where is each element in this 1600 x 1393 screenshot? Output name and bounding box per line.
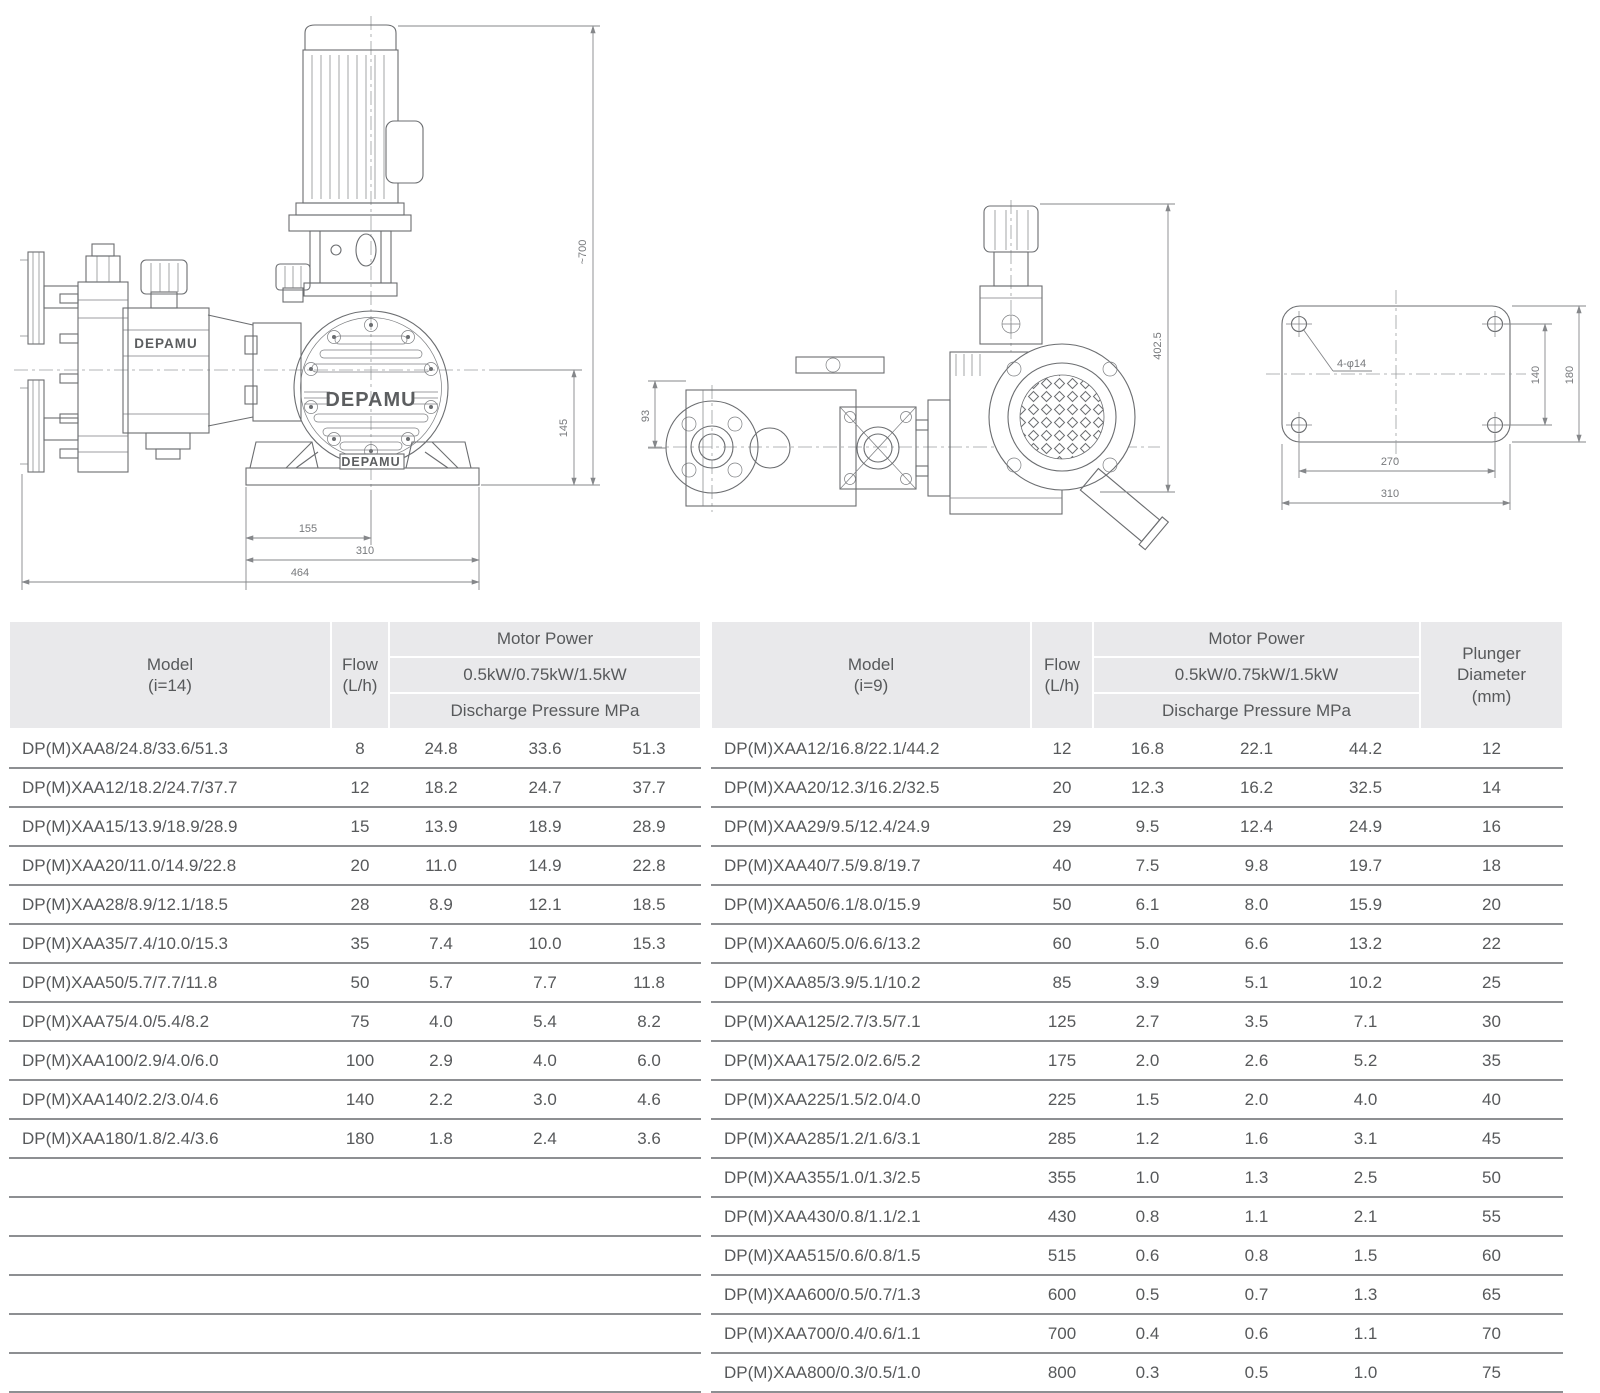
pressure-cell-1-5kw: 44.2 [1311, 729, 1420, 768]
pressure-cell-0-75kw: 5.1 [1202, 963, 1311, 1002]
motor-lantern [304, 231, 397, 296]
table-row [711, 1197, 1563, 1236]
table-row [9, 885, 701, 924]
dim-hole-pitch-v: 140 [1530, 365, 1542, 385]
plunger-cell: 65 [1420, 1275, 1563, 1314]
sight-glass [356, 234, 376, 266]
pressure-cell-0-75kw [493, 1314, 597, 1353]
pressure-cell-0-75kw: 2.0 [1202, 1080, 1311, 1119]
pressure-cell-0-5kw: 13.9 [389, 807, 493, 846]
side-motor [950, 344, 1135, 514]
pressure-cell-1-5kw: 13.2 [1311, 924, 1420, 963]
plunger-cell: 14 [1420, 768, 1563, 807]
plunger-cell: 50 [1420, 1158, 1563, 1197]
pressure-cell-1-5kw [597, 1314, 701, 1353]
plunger-cell: 12 [1420, 729, 1563, 768]
pressure-cell-0-5kw: 0.6 [1093, 1236, 1202, 1275]
pressure-cell-0-5kw: 24.8 [389, 729, 493, 768]
pressure-cell-0-75kw: 12.1 [493, 885, 597, 924]
table-body-i14 [9, 729, 701, 1392]
pressure-cell-0-5kw: 0.8 [1093, 1197, 1202, 1236]
header-plunger-line1: Plunger [1462, 644, 1521, 664]
table-row [711, 729, 1563, 768]
model-cell: DP(M)XAA20/12.3/16.2/32.5 [711, 768, 1031, 807]
plunger-cell: 75 [1420, 1353, 1563, 1392]
dim-center-to-base: 145 [558, 418, 570, 438]
model-cell: DP(M)XAA15/13.9/18.9/28.9 [9, 807, 331, 846]
table-row [9, 846, 701, 885]
table-row [711, 1158, 1563, 1197]
model-cell: DP(M)XAA50/5.7/7.7/11.8 [9, 963, 331, 1002]
header-model-line2: (i=9) [853, 676, 889, 695]
pressure-cell-1-5kw: 22.8 [597, 846, 701, 885]
pressure-cell-0-5kw: 1.8 [389, 1119, 493, 1158]
plunger-cell: 60 [1420, 1236, 1563, 1275]
pressure-cell-0-5kw: 0.5 [1093, 1275, 1202, 1314]
header-model-line2: (i=14) [148, 676, 192, 695]
plunger-cell: 40 [1420, 1080, 1563, 1119]
technical-drawings [0, 0, 1600, 605]
pressure-cell-0-5kw: 5.7 [389, 963, 493, 1002]
pressure-cell-1-5kw: 7.1 [1311, 1002, 1420, 1041]
pressure-cell-0-5kw: 6.1 [1093, 885, 1202, 924]
pressure-cell-0-5kw: 9.5 [1093, 807, 1202, 846]
plunger-cell: 30 [1420, 1002, 1563, 1041]
flow-cell: 140 [331, 1080, 389, 1119]
pressure-cell-0-5kw: 7.5 [1093, 846, 1202, 885]
flow-cell: 20 [1031, 768, 1093, 807]
pressure-cell-0-75kw [493, 1158, 597, 1197]
plunger-cell: 25 [1420, 963, 1563, 1002]
model-cell: DP(M)XAA355/1.0/1.3/2.5 [711, 1158, 1031, 1197]
pressure-cell-1-5kw: 11.8 [597, 963, 701, 1002]
pressure-cell-1-5kw: 2.5 [1311, 1158, 1420, 1197]
valve-assembly [20, 244, 128, 472]
pressure-cell-0-5kw: 0.3 [1093, 1353, 1202, 1392]
pressure-cell-1-5kw: 18.5 [597, 885, 701, 924]
header-model [711, 621, 1031, 729]
flow-cell [331, 1314, 389, 1353]
pressure-cell-0-5kw [389, 1314, 493, 1353]
pressure-cell-1-5kw: 4.6 [597, 1080, 701, 1119]
pressure-cell-0-75kw [493, 1197, 597, 1236]
pressure-cell-1-5kw: 1.1 [1311, 1314, 1420, 1353]
flow-cell: 50 [1031, 885, 1093, 924]
pressure-cell-1-5kw: 4.0 [1311, 1080, 1420, 1119]
plunger-cell: 70 [1420, 1314, 1563, 1353]
flow-cell: 600 [1031, 1275, 1093, 1314]
flow-cell: 28 [331, 885, 389, 924]
pressure-cell-0-5kw: 2.0 [1093, 1041, 1202, 1080]
table-row [9, 1041, 701, 1080]
pressure-cell-0-5kw: 8.9 [389, 885, 493, 924]
flow-cell: 355 [1031, 1158, 1093, 1197]
pressure-cell-0-75kw: 1.3 [1202, 1158, 1311, 1197]
model-cell: DP(M)XAA140/2.2/3.0/4.6 [9, 1080, 331, 1119]
pressure-cell-0-5kw: 2.7 [1093, 1002, 1202, 1041]
pressure-cell-0-75kw: 1.6 [1202, 1119, 1311, 1158]
plunger-cell: 18 [1420, 846, 1563, 885]
pressure-cell-0-5kw: 18.2 [389, 768, 493, 807]
dim-flange: 93 [640, 409, 652, 423]
flow-cell: 285 [1031, 1119, 1093, 1158]
dim-overall-width: 464 [290, 567, 310, 579]
pressure-cell-0-5kw: 11.0 [389, 846, 493, 885]
pressure-cell-0-5kw [389, 1275, 493, 1314]
pressure-cell-1-5kw: 19.7 [1311, 846, 1420, 885]
table-body-i9 [711, 729, 1563, 1392]
table-row [9, 924, 701, 963]
flow-cell: 175 [1031, 1041, 1093, 1080]
pressure-cell-0-5kw: 0.4 [1093, 1314, 1202, 1353]
model-cell: DP(M)XAA515/0.6/0.8/1.5 [711, 1236, 1031, 1275]
pressure-cell-0-5kw: 1.0 [1093, 1158, 1202, 1197]
header-flow [331, 621, 389, 729]
model-cell: DP(M)XAA175/2.0/2.6/5.2 [711, 1041, 1031, 1080]
flow-cell: 29 [1031, 807, 1093, 846]
table-row [9, 963, 701, 1002]
pressure-cell-0-75kw: 16.2 [1202, 768, 1311, 807]
header-model [9, 621, 331, 729]
flow-cell: 515 [1031, 1236, 1093, 1275]
flow-cell: 125 [1031, 1002, 1093, 1041]
header-motor-rating: 0.5kW/0.75kW/1.5kW [389, 657, 701, 693]
pressure-cell-1-5kw: 1.0 [1311, 1353, 1420, 1392]
model-cell: DP(M)XAA800/0.3/0.5/1.0 [711, 1353, 1031, 1392]
model-cell [9, 1314, 331, 1353]
motor [289, 25, 423, 231]
side-view-drawing [640, 200, 1175, 550]
pressure-cell-0-75kw: 2.4 [493, 1119, 597, 1158]
table-row [711, 1002, 1563, 1041]
flow-cell: 60 [1031, 924, 1093, 963]
pressure-cell-0-75kw: 9.8 [1202, 846, 1311, 885]
pressure-cell-1-5kw: 5.2 [1311, 1041, 1420, 1080]
model-cell: DP(M)XAA285/1.2/1.6/3.1 [711, 1119, 1031, 1158]
pressure-cell-0-75kw: 1.1 [1202, 1197, 1311, 1236]
pressure-cell-1-5kw: 6.0 [597, 1041, 701, 1080]
pressure-cell-0-75kw: 18.9 [493, 807, 597, 846]
plate-holes [1286, 311, 1508, 438]
table-row [711, 1275, 1563, 1314]
flow-cell: 50 [331, 963, 389, 1002]
pressure-cell-1-5kw [597, 1236, 701, 1275]
flow-cell: 85 [1031, 963, 1093, 1002]
table-row [711, 924, 1563, 963]
flow-cell: 180 [331, 1119, 389, 1158]
model-cell: DP(M)XAA20/11.0/14.9/22.8 [9, 846, 331, 885]
dim-holes-label: 4-φ14 [1337, 358, 1367, 370]
table-row [9, 807, 701, 846]
plunger-cell: 55 [1420, 1197, 1563, 1236]
pressure-cell-0-5kw: 12.3 [1093, 768, 1202, 807]
model-cell [9, 1353, 331, 1392]
front-view-drawing [14, 16, 600, 590]
model-cell: DP(M)XAA12/18.2/24.7/37.7 [9, 768, 331, 807]
model-cell: DP(M)XAA12/16.8/22.1/44.2 [711, 729, 1031, 768]
table-row [711, 768, 1563, 807]
plate-dimensions [1282, 306, 1586, 510]
model-cell: DP(M)XAA35/7.4/10.0/15.3 [9, 924, 331, 963]
header-plunger-line3: (mm) [1471, 686, 1512, 706]
pressure-cell-0-75kw: 0.6 [1202, 1314, 1311, 1353]
flow-cell: 800 [1031, 1353, 1093, 1392]
flow-cell: 15 [331, 807, 389, 846]
pressure-cell-0-75kw: 5.4 [493, 1002, 597, 1041]
spec-table-i14 [8, 620, 702, 1393]
table-row [711, 1119, 1563, 1158]
head-knob [141, 260, 187, 308]
pressure-cell-0-75kw [493, 1236, 597, 1275]
pressure-cell-0-75kw: 12.4 [1202, 807, 1311, 846]
pressure-cell-1-5kw [597, 1197, 701, 1236]
flow-cell: 8 [331, 729, 389, 768]
pressure-cell-0-75kw [493, 1275, 597, 1314]
empty-table-row [9, 1314, 701, 1353]
empty-table-row [9, 1353, 701, 1392]
pressure-cell-1-5kw [597, 1158, 701, 1197]
model-cell: DP(M)XAA28/8.9/12.1/18.5 [9, 885, 331, 924]
pressure-cell-0-5kw: 2.2 [389, 1080, 493, 1119]
table-row [711, 1353, 1563, 1392]
pressure-cell-1-5kw: 28.9 [597, 807, 701, 846]
model-cell [9, 1236, 331, 1275]
pressure-cell-0-75kw: 33.6 [493, 729, 597, 768]
header-discharge-pressure: Discharge Pressure MPa [389, 693, 701, 729]
flow-cell: 700 [1031, 1314, 1093, 1353]
dim-plate-height: 180 [1564, 365, 1576, 385]
model-cell: DP(M)XAA180/1.8/2.4/3.6 [9, 1119, 331, 1158]
model-cell: DP(M)XAA85/3.9/5.1/10.2 [711, 963, 1031, 1002]
header-model-line1: Model [847, 654, 895, 674]
terminal-box [386, 121, 423, 183]
model-cell: DP(M)XAA125/2.7/3.5/7.1 [711, 1002, 1031, 1041]
flow-cell: 20 [331, 846, 389, 885]
fan-grill [1020, 375, 1104, 459]
header-model-line1: Model [146, 654, 194, 674]
table-row [711, 846, 1563, 885]
header-plunger-diameter [1420, 621, 1563, 729]
plunger-cell: 35 [1420, 1041, 1563, 1080]
pressure-cell-0-75kw: 14.9 [493, 846, 597, 885]
flow-cell: 75 [331, 1002, 389, 1041]
model-cell: DP(M)XAA75/4.0/5.4/8.2 [9, 1002, 331, 1041]
plunger-cell: 16 [1420, 807, 1563, 846]
pressure-cell-0-5kw [389, 1353, 493, 1392]
pressure-cell-1-5kw: 10.2 [1311, 963, 1420, 1002]
table-row [9, 729, 701, 768]
pressure-cell-0-5kw: 1.5 [1093, 1080, 1202, 1119]
flow-cell [331, 1158, 389, 1197]
table-row [711, 1080, 1563, 1119]
pressure-cell-1-5kw: 37.7 [597, 768, 701, 807]
front-view-dimensions [22, 26, 600, 590]
empty-table-row [9, 1236, 701, 1275]
flow-cell: 225 [1031, 1080, 1093, 1119]
table-row [9, 768, 701, 807]
model-cell: DP(M)XAA50/6.1/8.0/15.9 [711, 885, 1031, 924]
mounting-plate-drawing [1266, 290, 1586, 510]
dim-overall-height: ~700 [577, 239, 589, 265]
pressure-cell-0-75kw: 0.8 [1202, 1236, 1311, 1275]
flow-cell [331, 1236, 389, 1275]
brand-text-head: DEPAMU [134, 336, 198, 351]
pressure-cell-1-5kw: 1.3 [1311, 1275, 1420, 1314]
model-cell: DP(M)XAA225/1.5/2.0/4.0 [711, 1080, 1031, 1119]
base [246, 442, 479, 485]
pressure-cell-0-75kw: 2.6 [1202, 1041, 1311, 1080]
header-motor-power: Motor Power [1093, 621, 1420, 657]
dim-foot-offset: 155 [298, 523, 318, 535]
header-motor-power: Motor Power [389, 621, 701, 657]
table-row [711, 807, 1563, 846]
pressure-cell-1-5kw: 24.9 [1311, 807, 1420, 846]
head-adapter [208, 315, 301, 426]
pressure-cell-0-5kw [389, 1158, 493, 1197]
pressure-cell-0-75kw [493, 1353, 597, 1392]
pressure-cell-1-5kw: 2.1 [1311, 1197, 1420, 1236]
pressure-cell-0-5kw [389, 1197, 493, 1236]
table-row [711, 1236, 1563, 1275]
pressure-cell-0-75kw: 24.7 [493, 768, 597, 807]
dim-base-width: 310 [355, 545, 375, 557]
dim-side-overall-height: 402.5 [1152, 332, 1164, 360]
model-cell: DP(M)XAA40/7.5/9.8/19.7 [711, 846, 1031, 885]
brand-text-housing: DEPAMU [325, 389, 417, 411]
pressure-cell-1-5kw: 3.1 [1311, 1119, 1420, 1158]
suction-flange [20, 252, 78, 344]
pressure-cell-0-75kw: 0.5 [1202, 1353, 1311, 1392]
model-cell [9, 1197, 331, 1236]
flow-cell: 430 [1031, 1197, 1093, 1236]
dim-plate-width: 310 [1380, 488, 1400, 500]
table-row [711, 963, 1563, 1002]
spec-table-i9 [710, 620, 1564, 1393]
table-row [711, 1041, 1563, 1080]
flow-cell [331, 1275, 389, 1314]
header-flow-line1: Flow [342, 654, 378, 674]
pressure-cell-1-5kw: 1.5 [1311, 1236, 1420, 1275]
pressure-cell-0-5kw: 4.0 [389, 1002, 493, 1041]
flow-cell: 12 [331, 768, 389, 807]
pressure-cell-0-5kw: 2.9 [389, 1041, 493, 1080]
pressure-cell-0-5kw: 3.9 [1093, 963, 1202, 1002]
pressure-cell-0-75kw: 3.0 [493, 1080, 597, 1119]
model-cell: DP(M)XAA600/0.5/0.7/1.3 [711, 1275, 1031, 1314]
brand-text-base: DEPAMU [341, 455, 401, 469]
hole-callout [1303, 329, 1372, 371]
pressure-cell-1-5kw: 3.6 [597, 1119, 701, 1158]
empty-table-row [9, 1158, 701, 1197]
pressure-cell-0-5kw: 7.4 [389, 924, 493, 963]
table-row [711, 885, 1563, 924]
model-cell: DP(M)XAA29/9.5/12.4/24.9 [711, 807, 1031, 846]
table-row [9, 1119, 701, 1158]
model-cell: DP(M)XAA60/5.0/6.6/13.2 [711, 924, 1031, 963]
pressure-cell-0-75kw: 3.5 [1202, 1002, 1311, 1041]
model-cell: DP(M)XAA100/2.9/4.0/6.0 [9, 1041, 331, 1080]
flow-cell [331, 1353, 389, 1392]
model-cell: DP(M)XAA700/0.4/0.6/1.1 [711, 1314, 1031, 1353]
pressure-cell-0-5kw: 1.2 [1093, 1119, 1202, 1158]
model-cell [9, 1158, 331, 1197]
table-row [9, 1002, 701, 1041]
flow-cell [331, 1197, 389, 1236]
pressure-cell-0-75kw: 10.0 [493, 924, 597, 963]
model-cell: DP(M)XAA8/24.8/33.6/51.3 [9, 729, 331, 768]
header-flow-line2: (L/h) [342, 676, 378, 695]
pump-head [123, 260, 209, 459]
flow-cell: 100 [331, 1041, 389, 1080]
flow-cell: 12 [1031, 729, 1093, 768]
pressure-cell-0-75kw: 22.1 [1202, 729, 1311, 768]
flow-cell: 35 [331, 924, 389, 963]
header-motor-rating: 0.5kW/0.75kW/1.5kW [1093, 657, 1420, 693]
table-row [711, 1314, 1563, 1353]
pressure-cell-0-75kw: 8.0 [1202, 885, 1311, 924]
pressure-cell-1-5kw [597, 1275, 701, 1314]
flow-cell: 40 [1031, 846, 1093, 885]
empty-table-row [9, 1197, 701, 1236]
pressure-cell-1-5kw [597, 1353, 701, 1392]
pressure-cell-0-5kw: 16.8 [1093, 729, 1202, 768]
dim-hole-pitch-h: 270 [1380, 456, 1400, 468]
empty-table-row [9, 1275, 701, 1314]
pressure-cell-1-5kw: 15.9 [1311, 885, 1420, 924]
pressure-cell-0-75kw: 0.7 [1202, 1275, 1311, 1314]
pressure-cell-1-5kw: 8.2 [597, 1002, 701, 1041]
pressure-cell-1-5kw: 15.3 [597, 924, 701, 963]
table-row [9, 1080, 701, 1119]
pressure-cell-0-5kw [389, 1236, 493, 1275]
pressure-cell-0-75kw: 4.0 [493, 1041, 597, 1080]
pressure-cell-0-75kw: 7.7 [493, 963, 597, 1002]
plunger-cell: 45 [1420, 1119, 1563, 1158]
pressure-cell-1-5kw: 32.5 [1311, 768, 1420, 807]
header-discharge-pressure: Discharge Pressure MPa [1093, 693, 1420, 729]
side-head-block [686, 357, 884, 506]
pressure-cell-1-5kw: 51.3 [597, 729, 701, 768]
pressure-cell-0-5kw: 5.0 [1093, 924, 1202, 963]
header-plunger-line2: Diameter [1457, 665, 1526, 685]
header-flow [1031, 621, 1093, 729]
header-flow-line1: Flow [1044, 654, 1080, 674]
pressure-cell-0-75kw: 6.6 [1202, 924, 1311, 963]
model-cell [9, 1275, 331, 1314]
plunger-cell: 20 [1420, 885, 1563, 924]
model-cell: DP(M)XAA430/0.8/1.1/2.1 [711, 1197, 1031, 1236]
header-flow-line2: (L/h) [1044, 676, 1080, 695]
plunger-cell: 22 [1420, 924, 1563, 963]
